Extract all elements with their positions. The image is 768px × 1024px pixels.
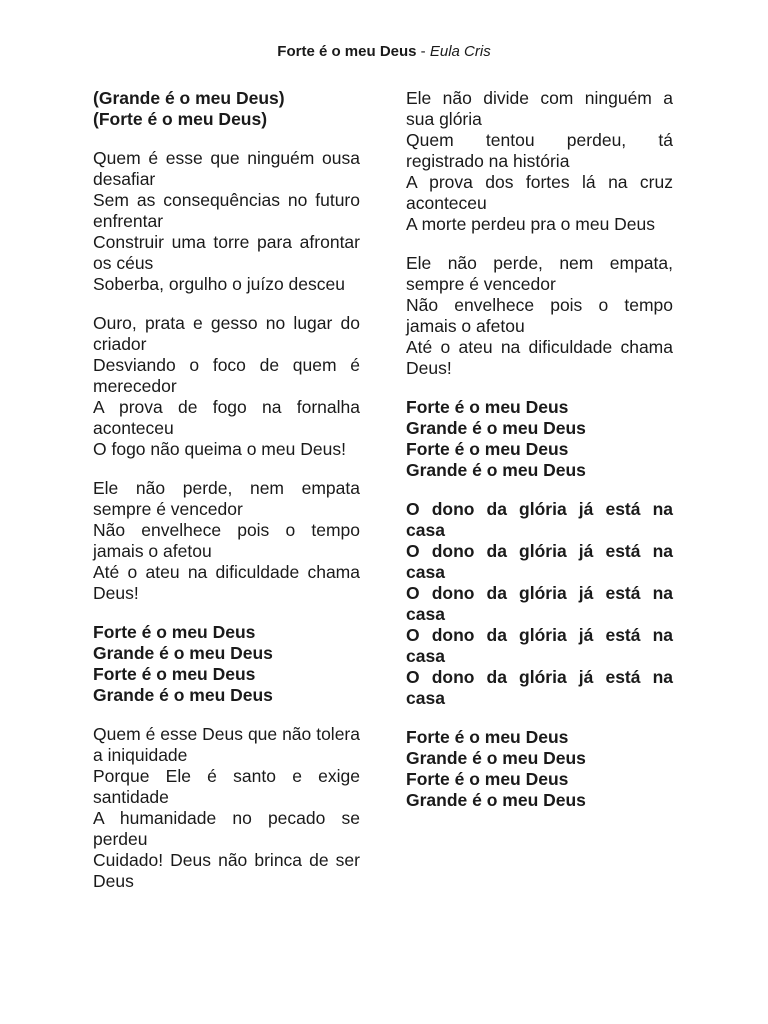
lyric-line: Quem é esse Deus que não tolera a iniquidade bbox=[93, 724, 360, 765]
chorus-stanza bbox=[93, 622, 360, 706]
verse-stanza bbox=[93, 478, 360, 604]
lyric-line: Sem as consequências no futuro enfrentar bbox=[93, 190, 360, 231]
lyric-line: Forte é o meu Deus bbox=[93, 664, 256, 684]
chorus-stanza bbox=[406, 397, 673, 481]
lyric-line: Forte é o meu Deus bbox=[406, 769, 569, 789]
lyric-line: Forte é o meu Deus bbox=[406, 397, 569, 417]
page-title bbox=[0, 42, 768, 62]
lyric-line: A prova de fogo na fornalha aconteceu bbox=[93, 397, 360, 438]
verse-stanza bbox=[93, 313, 360, 460]
lyric-line: Grande é o meu Deus bbox=[406, 460, 586, 480]
lyric-line: Ele não perde, nem empata sempre é vencedor bbox=[93, 478, 360, 519]
lyric-line: Grande é o meu Deus bbox=[406, 790, 586, 810]
artist-name: Eula Cris bbox=[429, 43, 491, 60]
chorus-stanza bbox=[93, 88, 360, 130]
title-separator: - bbox=[416, 43, 430, 60]
lyric-line: Desviando o foco de quem é merecedor bbox=[93, 355, 360, 396]
lyric-line: Forte é o meu Deus bbox=[406, 439, 569, 459]
verse-stanza bbox=[406, 88, 673, 235]
lyric-line: O dono da glória já está na casa bbox=[406, 667, 673, 708]
lyric-line: Até o ateu na dificuldade chama Deus! bbox=[93, 562, 360, 603]
chorus-stanza bbox=[406, 499, 673, 709]
lyric-line: Quem tentou perdeu, tá registrado na história bbox=[406, 130, 673, 171]
lyric-line: O dono da glória já está na casa bbox=[406, 625, 673, 666]
verse-stanza bbox=[93, 724, 360, 892]
verse-stanza bbox=[93, 148, 360, 295]
lyric-line: Não envelhece pois o tempo jamais o afetou bbox=[93, 520, 360, 561]
lyric-line: A morte perdeu pra o meu Deus bbox=[406, 214, 656, 234]
lyric-line: Construir uma torre para afrontar os céus bbox=[93, 232, 360, 273]
lyric-line: Grande é o meu Deus bbox=[93, 685, 273, 705]
lyric-line: O dono da glória já está na casa bbox=[406, 499, 673, 540]
lyric-line: Ele não perde, nem empata, sempre é vencedor bbox=[406, 253, 673, 294]
lyric-line: Forte é o meu Deus bbox=[406, 727, 569, 747]
lyric-line: O dono da glória já está na casa bbox=[406, 583, 673, 624]
lyric-line: A humanidade no pecado se perdeu bbox=[93, 808, 360, 849]
lyric-line: A prova dos fortes lá na cruz aconteceu bbox=[406, 172, 673, 213]
lyric-line: O dono da glória já está na casa bbox=[406, 541, 673, 582]
lyric-line: Grande é o meu Deus bbox=[93, 643, 273, 663]
chorus-stanza bbox=[406, 727, 673, 811]
lyric-line: Até o ateu na dificuldade chama Deus! bbox=[406, 337, 673, 378]
lyric-line: Cuidado! Deus não brinca de ser Deus bbox=[93, 850, 360, 891]
lyric-line: O fogo não queima o meu Deus! bbox=[93, 439, 346, 459]
lyric-line: Forte é o meu Deus bbox=[93, 622, 256, 642]
lyric-line: Ele não divide com ninguém a sua glória bbox=[406, 88, 673, 129]
left-lyrics-column bbox=[93, 88, 360, 910]
verse-stanza bbox=[406, 253, 673, 379]
lyric-line: Porque Ele é santo e exige santidade bbox=[93, 766, 360, 807]
song-title: Forte é o meu Deus bbox=[277, 43, 417, 60]
lyric-line: Quem é esse que ninguém ousa desafiar bbox=[93, 148, 360, 189]
lyric-line: Grande é o meu Deus bbox=[406, 748, 586, 768]
lyric-line: Soberba, orgulho o juízo desceu bbox=[93, 274, 345, 294]
lyric-line: Não envelhece pois o tempo jamais o afetou bbox=[406, 295, 673, 336]
lyric-line: Grande é o meu Deus bbox=[406, 418, 586, 438]
lyric-line: Ouro, prata e gesso no lugar do criador bbox=[93, 313, 360, 354]
lyric-line: (Forte é o meu Deus) bbox=[93, 109, 268, 129]
lyric-line: (Grande é o meu Deus) bbox=[93, 88, 285, 108]
right-lyrics-column bbox=[406, 88, 673, 829]
